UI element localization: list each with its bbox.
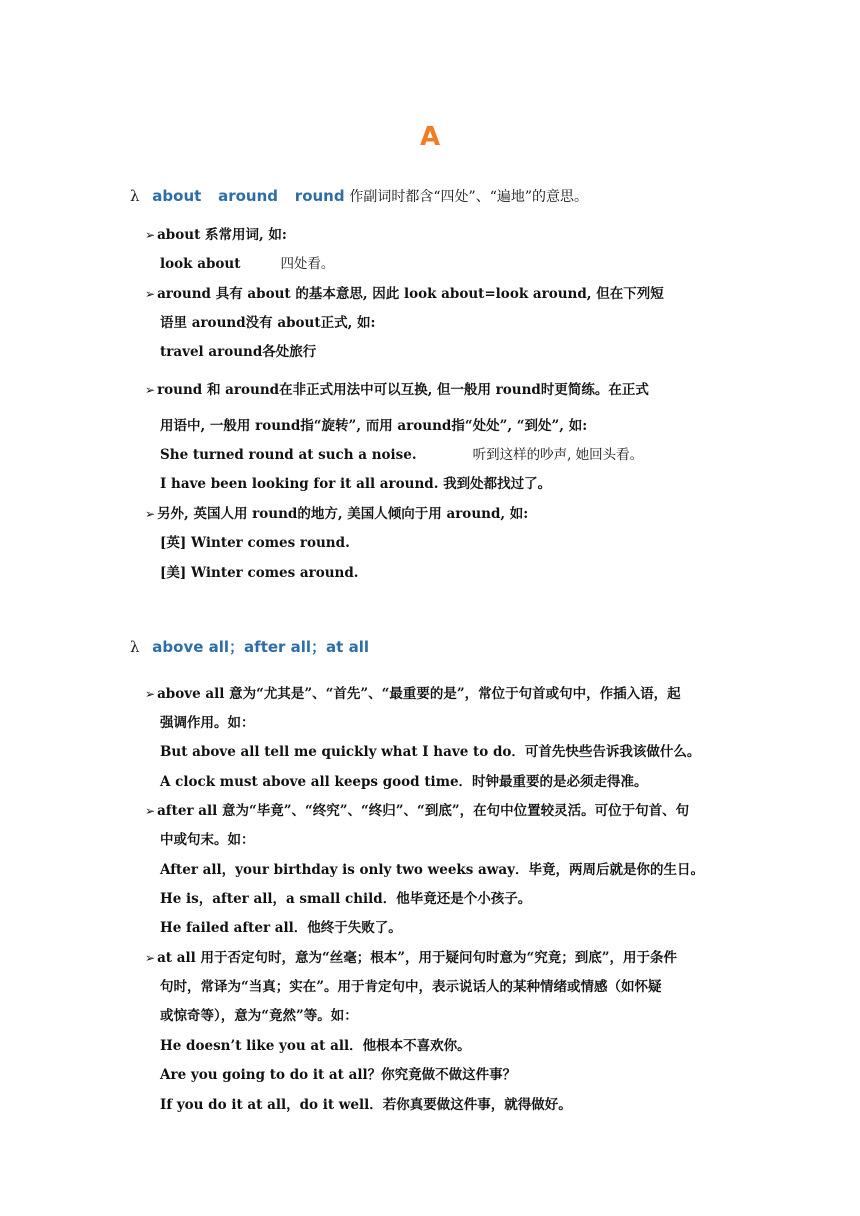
section-heading-above-all [130,636,369,657]
page-title: A [419,122,441,152]
heading-above-after-at-all: above all；after all；at all [152,638,369,656]
example-look-about: look about 四处看。 [160,256,335,272]
bullet-above-all: ➢ above all 意为“尤其是”、“首先”、“最重要的是”，常位于句首或句中，作插入语，起 [145,686,681,702]
arrow-bullet-icon: ➢ [145,804,156,818]
example-british: [英] Winter comes round. [160,535,350,551]
bullet-around-line2: 语里 around没有 about正式, 如: [160,315,376,331]
bullet-about: ➢ about 系常用词, 如: [145,227,287,243]
bullet-after-all: ➢ after all 意为“毕竟”、“终究”、“终归”、“到底”，在句中位置较灵活。可位于句首、句 [145,803,690,819]
example-at-all-1: He doesn’t like you at all．他根本不喜欢你。 [160,1038,471,1054]
arrow-bullet-icon: ➢ [145,228,156,242]
bullet-around: ➢ around 具有 about 的基本意思, 因此 look about=look around, 但在下列短 [145,286,664,302]
heading-description: 作副词时都含“四处”、“遍地”的意思。 [349,189,589,205]
bullet-above-all-line2: 强调作用。如： [160,715,255,731]
bullet-british-american: ➢ 另外, 英国人用 round的地方, 美国人倾向于用 around, 如: [145,506,529,522]
heading-word-around: around [218,187,279,205]
example-travel-around: travel around各处旅行 [160,344,317,360]
lambda-bullet-icon: λ [130,638,140,656]
arrow-bullet-icon: ➢ [145,951,156,965]
bullet-at-all: ➢ at all 用于否定句时，意为“丝毫；根本”，用于疑问句时意为“究竟；到底”，用于条件 [145,950,678,966]
bullet-round: ➢ round 和 around在非正式用法中可以互换, 但一般用 round时更简练。在正式 [145,382,649,398]
example-after-all-3: He failed after all．他终于失败了。 [160,920,402,936]
bullet-after-all-line2: 中或句末。如： [160,832,255,848]
heading-word-about: about [152,187,202,205]
section-heading-about-around-round [130,186,588,206]
example-looking-around: I have been looking for it all around. 我到处都找过了。 [160,476,552,492]
example-after-all-1: After all，your birthday is only two weeks away．毕竟，两周后就是你的生日。 [160,862,705,878]
example-turned-round: She turned round at such a noise. 听到这样的吵声, 她回头看。 [160,447,644,463]
bullet-at-all-line3: 或惊奇等），意为“竟然”等。如： [160,1008,358,1024]
lambda-bullet-icon: λ [130,187,140,205]
example-american: [美] Winter comes around. [160,565,359,581]
bullet-round-line2: 用语中, 一般用 round指“旋转”, 而用 around指“处处”, “到处”, 如: [160,418,588,434]
example-above-all-1: But above all tell me quickly what I have to do．可首先快些告诉我该做什么。 [160,744,701,760]
arrow-bullet-icon: ➢ [145,507,156,521]
example-at-all-2: Are you going to do it at all？你究竟做不做这件事？ [160,1067,517,1083]
arrow-bullet-icon: ➢ [145,687,156,701]
example-above-all-2: A clock must above all keeps good time．时钟最重要的是必须走得准。 [160,774,648,790]
example-at-all-3: If you do it at all，do it well．若你真要做这件事，就得做好。 [160,1097,572,1113]
arrow-bullet-icon: ➢ [145,287,156,301]
example-after-all-2: He is，after all，a small child．他毕竟还是个小孩子。 [160,891,532,907]
arrow-bullet-icon: ➢ [145,383,156,397]
heading-word-round: round [294,187,345,205]
bullet-at-all-line2: 句时，常译为“当真；实在”。用于肯定句中，表示说话人的某种情绪或情感（如怀疑 [160,979,662,995]
